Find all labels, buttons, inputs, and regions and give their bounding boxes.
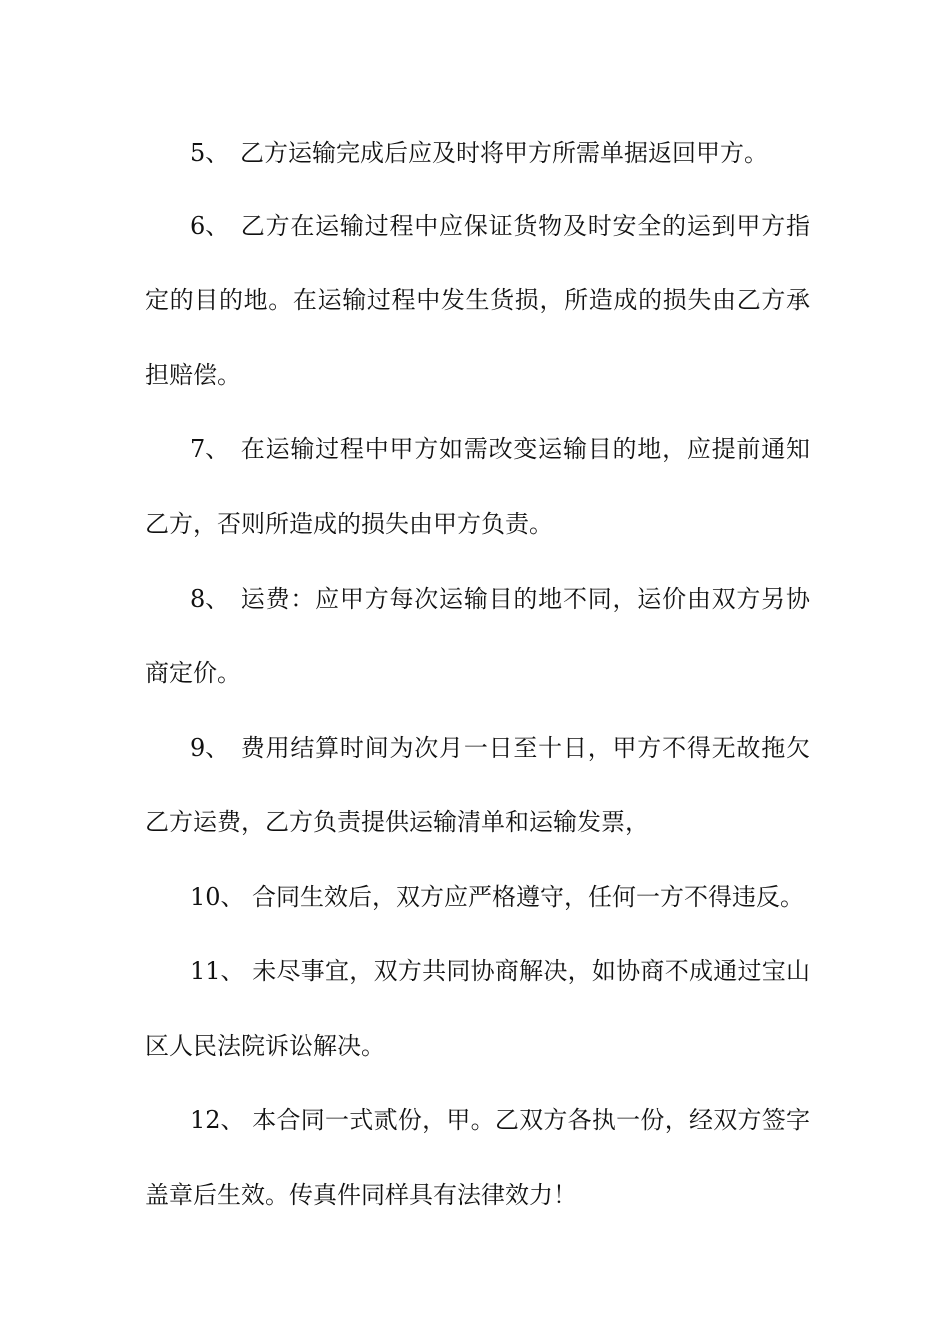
clause-line: 担赔偿。 (145, 361, 241, 389)
clause-line (190, 433, 810, 465)
clause-number: 9、 (190, 734, 230, 762)
clause-text: 未尽事宜，双方共同协商解决，如协商不成通过宝山 (252, 957, 810, 985)
clause-line (190, 1104, 810, 1136)
clause-number: 11、 (190, 957, 245, 985)
clause-text: 乙方在运输过程中应保证货物及时安全的运到甲方指 (240, 212, 810, 240)
clause-line: 定的目的地。在运输过程中发生货损，所造成的损失由乙方承 (145, 286, 810, 314)
clause-line (190, 881, 810, 913)
clause-text: 在运输过程中甲方如需改变运输目的地，应提前通知 (240, 435, 810, 463)
clause-number: 10、 (190, 883, 245, 911)
clause-number: 8、 (190, 585, 230, 613)
clause-text: 合同生效后，双方应严格遵守，任何一方不得违反。 (252, 883, 804, 911)
clause-line (190, 732, 810, 764)
clause-text: 运费：应甲方每次运输目的地不同，运价由双方另协 (240, 585, 810, 613)
clause-line (190, 955, 810, 987)
clause-number: 5、 (190, 139, 230, 167)
clause-line (190, 583, 810, 615)
clause-line: 乙方运费，乙方负责提供运输清单和运输发票， (145, 808, 649, 836)
clause-text: 费用结算时间为次月一日至十日，甲方不得无故拖欠 (240, 734, 810, 762)
clause-line (190, 210, 810, 242)
clause-number: 7、 (190, 435, 230, 463)
clause-line: 盖章后生效。传真件同样具有法律效力！ (145, 1181, 577, 1209)
clause-number: 6、 (190, 212, 230, 240)
clause-text: 本合同一式贰份，甲。乙双方各执一份，经双方签字 (252, 1106, 810, 1134)
clause-line (190, 137, 810, 169)
clause-line: 乙方，否则所造成的损失由甲方负责。 (145, 510, 553, 538)
clause-number: 12、 (190, 1106, 245, 1134)
clause-line: 区人民法院诉讼解决。 (145, 1032, 385, 1060)
clause-line: 商定价。 (145, 659, 241, 687)
clause-text: 乙方运输完成后应及时将甲方所需单据返回甲方。 (240, 139, 768, 167)
